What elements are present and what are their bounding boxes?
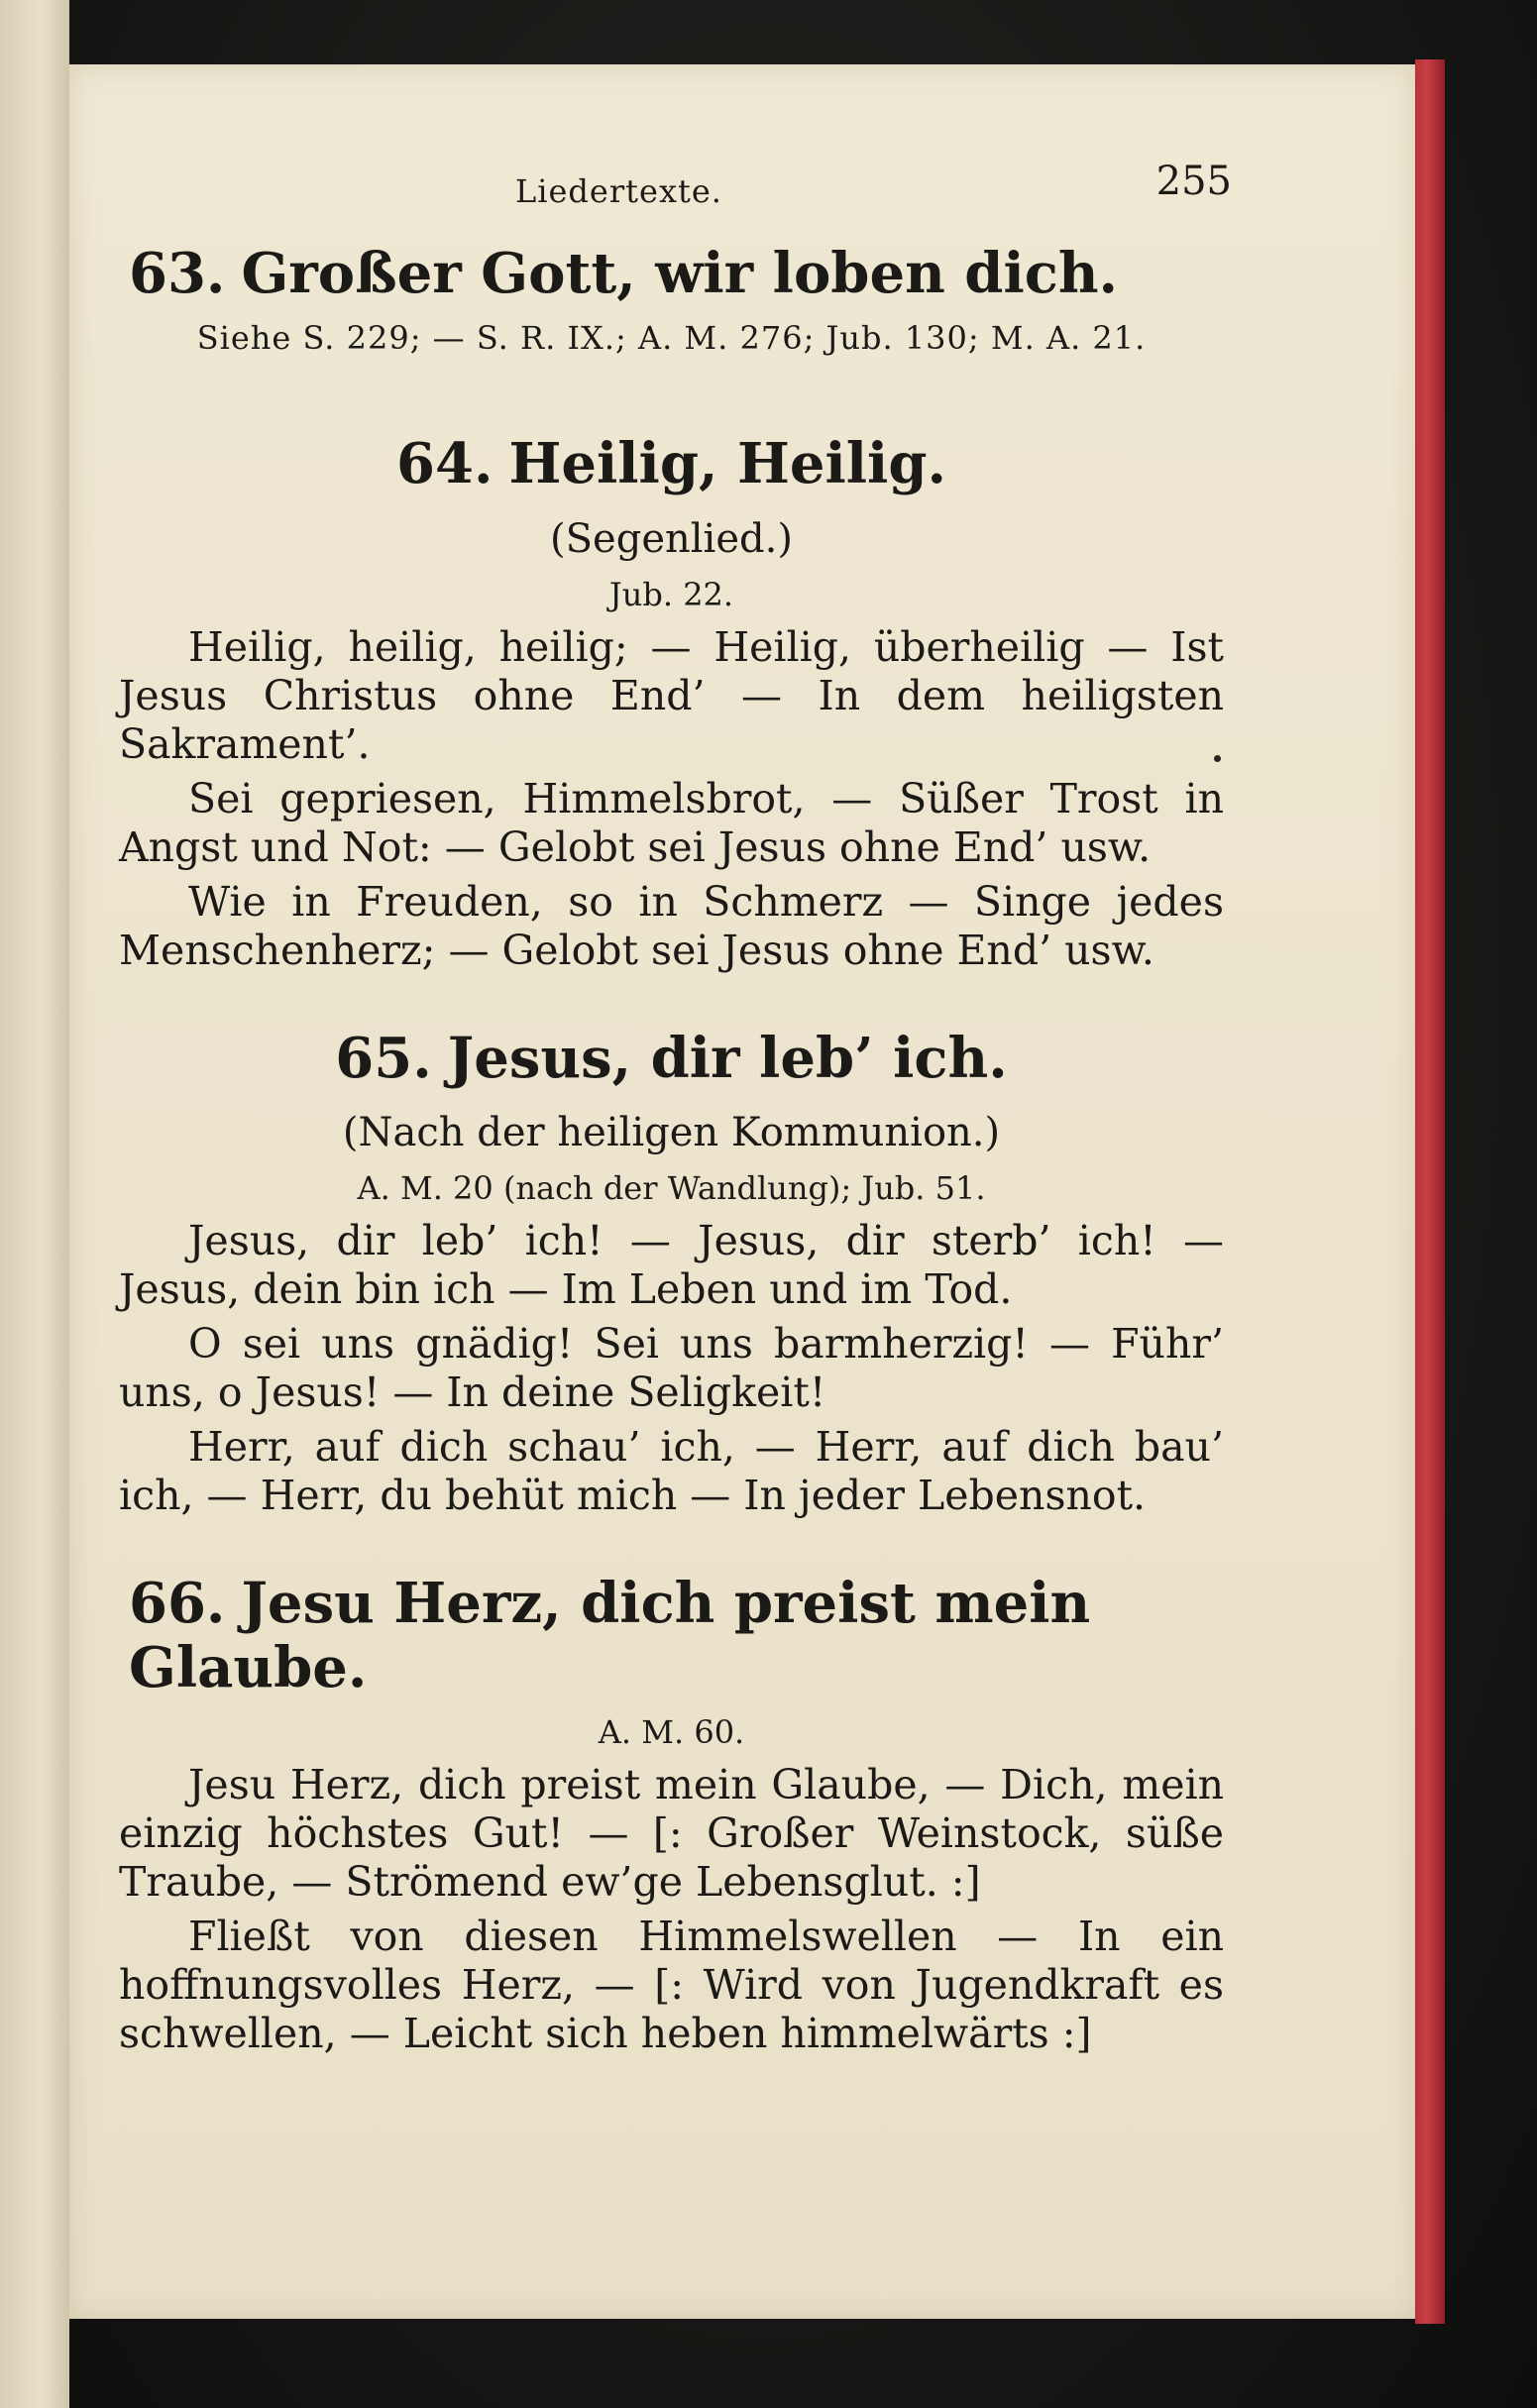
hymn-source: A. M. 60.: [598, 1712, 745, 1751]
print-dot: [1214, 755, 1221, 762]
red-page-edge: [1415, 59, 1445, 2324]
hymn-title-text: Heilig, Heilig.: [508, 431, 946, 497]
book-binding-left: [0, 0, 69, 2408]
hymn-66: [119, 1572, 1224, 2058]
hymn-number: 66.: [129, 1571, 226, 1637]
verse: Wie in Freuden, so in Schmerz — Singe jedes Menschenherz; — Gelobt sei Jesus ohne End’ usw.: [119, 877, 1224, 974]
running-head: [119, 159, 1232, 220]
verse: Herr, auf dich schau’ ich, — Herr, auf dich bau’ ich, — Herr, du behüt mich — In jeder Lebensnot.: [119, 1423, 1224, 1520]
hymn-subtitle: (Nach der heiligen Kommunion.): [342, 1110, 1001, 1156]
hymn-number: 63.: [129, 241, 226, 306]
verse: Jesus, dir leb’ ich! — Jesus, dir sterb’ ich! — Jesus, dein bin ich — Im Leben und im Tod.: [119, 1217, 1224, 1314]
verse: Jesu Herz, dich preist mein Glaube, — Dich, mein einzig höchstes Gut! — [: Großer Weinstock, süße Traube, — Strömend ew’ge Lebensglut. :]: [119, 1760, 1224, 1906]
hymn-source: A. M. 20 (nach der Wandlung); Jub. 51.: [357, 1169, 986, 1208]
hymn-number: 64.: [396, 431, 494, 497]
hymn-title-text: Jesus, dir leb’ ich.: [447, 1025, 1008, 1091]
verse: Heilig, heilig, heilig; — Heilig, überheilig — Ist Jesus Christus ohne End’ — In dem heiligsten Sakrament’.: [119, 622, 1224, 768]
verse: Sei gepriesen, Himmelsbrot, — Süßer Trost in Angst und Not: — Gelobt sei Jesus ohne End’ usw.: [119, 774, 1224, 871]
page-number: 255: [1155, 159, 1232, 204]
hymn-title: [119, 432, 1224, 495]
hymn-63: [119, 242, 1224, 357]
verse: O sei uns gnädig! Sei uns barmherzig! — Führ’ uns, o Jesus! — In deine Seligkeit!: [119, 1320, 1224, 1417]
hymn-title: [119, 1027, 1224, 1090]
page-content: [119, 159, 1232, 2058]
hymn-64: [119, 432, 1224, 974]
hymn-title-text: Großer Gott, wir loben dich.: [241, 241, 1119, 306]
hymn-reference: Siehe S. 229; — S. R. IX.; A. M. 276; Jub. 130; M. A. 21.: [196, 319, 1147, 358]
hymn-title: [119, 1572, 1224, 1699]
hymn-65: [119, 1027, 1224, 1520]
verse: Fließt von diesen Himmelswellen — In ein hoffnungsvolles Herz, — [: Wird von Jugendkraft es schwellen, — Leicht sich heben himmelwärts :]: [119, 1912, 1224, 2057]
hymn-source: Jub. 22.: [608, 575, 734, 613]
running-title: Liedertexte.: [515, 172, 722, 210]
hymn-number: 65.: [335, 1025, 432, 1091]
hymn-subtitle: (Segenlied.): [550, 515, 793, 562]
hymn-title-text: Jesu Herz, dich preist mein Glaube.: [129, 1571, 1091, 1700]
hymn-title: [119, 242, 1224, 305]
